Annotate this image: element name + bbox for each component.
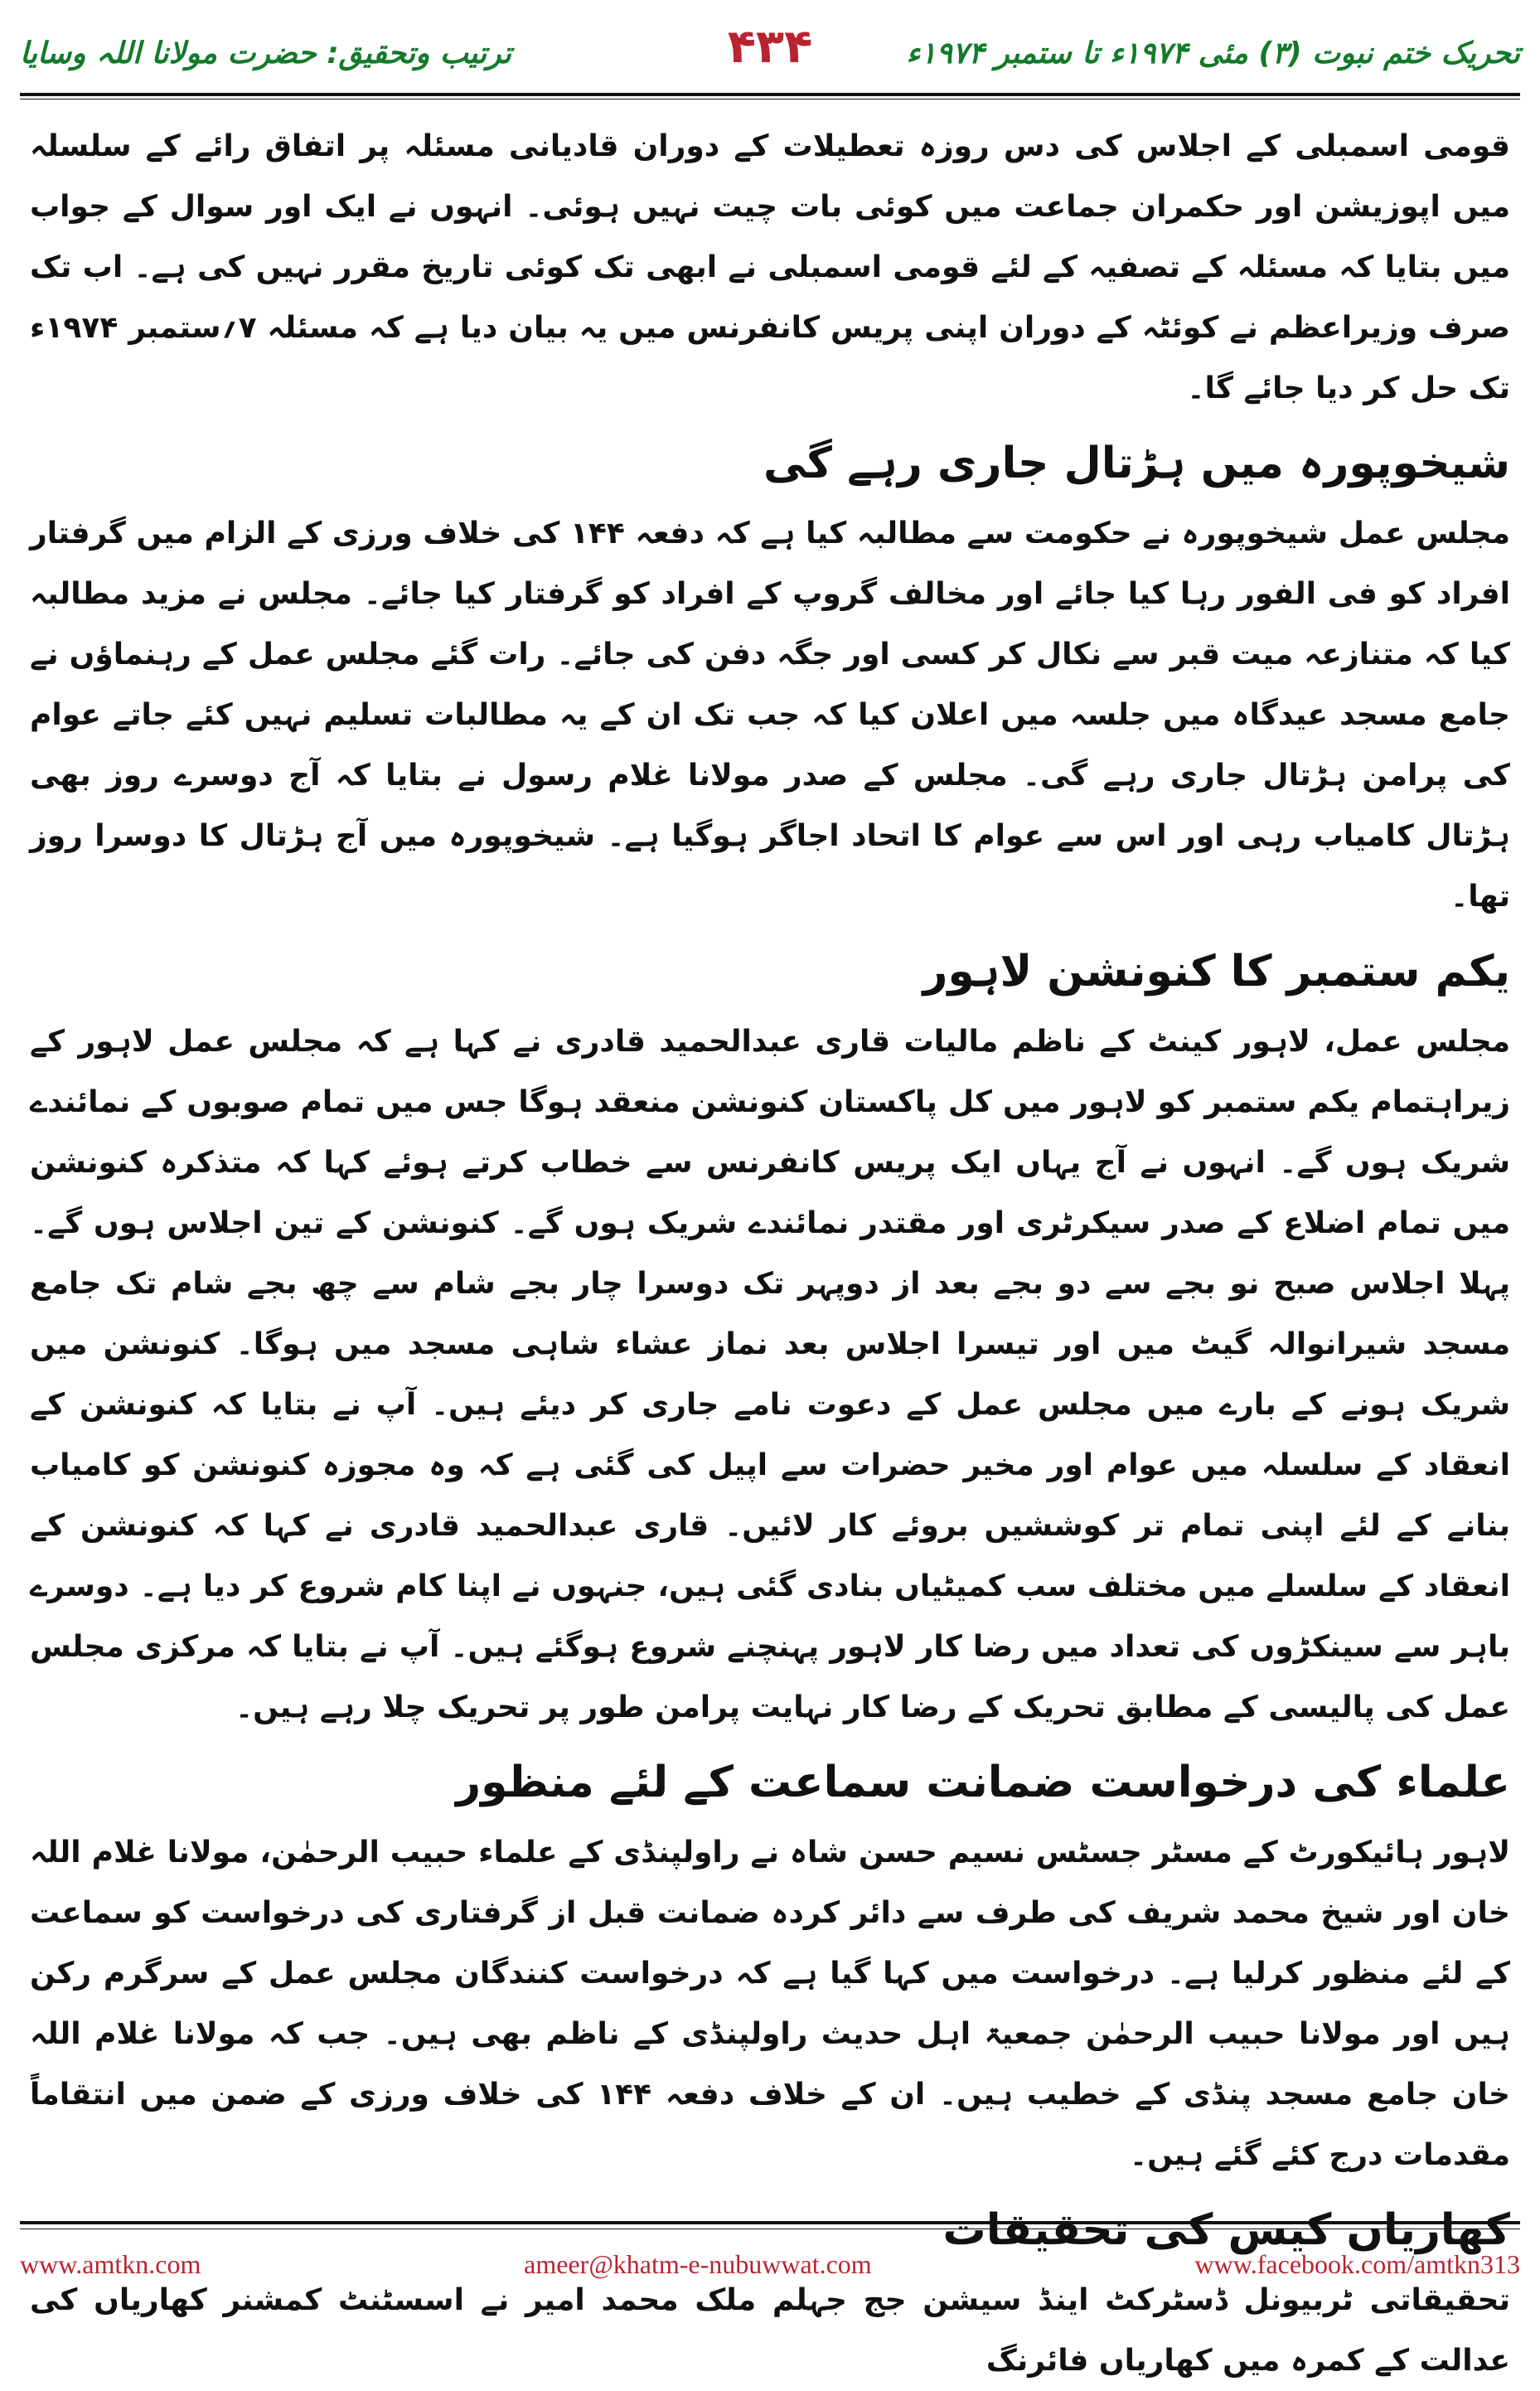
paragraph-bail-petition: لاہور ہائیکورٹ کے مسٹر جسٹس نسیم حسن شاہ نے راولپنڈی کے علماء حبیب الرحمٰن، مولانا غلام اللہ خان اور شیخ محمد شریف کی طرف سے دائر کردہ ضمانت قبل از گرفتاری کی درخواست کو سماعت کے لئے منظور کرلیا ہے۔ درخواست میں کہا گیا ہے کہ درخواست کنندگان مجلس عمل کے سرگرم رکن ہیں اور مولانا حبیب الرحمٰن جمعیۃ اہل حدیث راولپنڈی کے ناظم بھی ہیں۔ جب کہ مولانا غلام اللہ خان جامع مسجد پنڈی کے خطیب ہیں۔ ان کے خلاف دفعہ ۱۴۴ کی خلاف ورزی کے ضمن میں انتقاماً مقدمات درج کئے گئے ہیں۔	[30, 1836, 1510, 2172]
footer-email-link[interactable]: ameer@khatm-e-nubuwwat.com	[524, 2248, 872, 2279]
header-book-title: تحریک ختم نبوت (۳) مئی ۱۹۷۴ء تا ستمبر ۱۹۷۴ء	[906, 36, 1520, 70]
paragraph-lahore-convention: مجلس عمل، لاہور کینٹ کے ناظم مالیات قاری عبدالحمید قادری نے کہا ہے کہ مجلس عمل لاہور کے زیراہتمام یکم ستمبر کو لاہور میں کل پاکستان کنونشن منعقد ہوگا جس میں تمام صوبوں کے نمائندے شریک ہوں گے۔ انہوں نے آج یہاں ایک پریس کانفرنس سے خطاب کرتے ہوئے کہا کہ متذکرہ کنونشن میں تمام اضلاع کے صدر سیکرٹری اور مقتدر نمائندے شریک ہوں گے۔ کنونشن کے تین اجلاس ہوں گے۔ پہلا اجلاس صبح نو بجے سے دو بجے بعد از دوپہر تک دوسرا چار بجے شام سے چھ بجے شام تک جامع مسجد شیرانوالہ گیٹ میں اور تیسرا اجلاس بعد نماز عشاء شاہی مسجد میں ہوگا۔ کنونشن میں شریک ہونے کے بارے میں مجلس عمل کے دعوت نامے جاری کر دیئے ہیں۔ آپ نے بتایا کہ کنونشن کے انعقاد کے سلسلہ میں عوام اور مخیر حضرات سے اپیل کی گئی ہے کہ وہ مجوزہ کنونشن کو کامیاب بنانے کے لئے اپنی تمام تر کوششیں بروئے کار لائیں۔ قاری عبدالحمید قادری نے کہا کہ کنونشن کے انعقاد کے سلسلے میں مختلف سب کمیٹیاں بنادی گئی ہیں، جنہوں نے اپنا کام شروع کر دیا ہے۔ دوسرے باہر سے سینکڑوں کی تعداد میں رضا کار لاہور پہنچنے شروع ہوگئے ہیں۔ آپ نے بتایا کہ مرکزی مجلس عمل کی پالیسی کے مطابق تحریک کے رضا کار نہایت پرامن طور پر تحریک چلا رہے ہیں۔	[30, 1025, 1510, 1724]
paragraph-sheikhupura-strike: مجلس عمل شیخوپورہ نے حکومت سے مطالبہ کیا ہے کہ دفعہ ۱۴۴ کی خلاف ورزی کے الزام میں گرفتار افراد کو فی الفور رہا کیا جائے اور مخالف گروپ کے افراد کو گرفتار کیا جائے۔ مجلس نے مزید مطالبہ کیا کہ متنازعہ میت قبر سے نکال کر کسی اور جگہ دفن کی جائے۔ رات گئے مجلس عمل کے رہنماؤں نے جامع مسجد عیدگاہ میں جلسہ میں اعلان کیا کہ جب تک ان کے یہ مطالبات تسلیم نہیں کئے جاتے عوام کی پرامن ہڑتال جاری رہے گی۔ مجلس کے صدر مولانا غلام رسول نے بتایا کہ آج دوسرے روز بھی ہڑتال کامیاب رہی اور اس سے عوام کا اتحاد اجاگر ہوگیا ہے۔ شیخوپورہ میں آج ہڑتال کا دوسرا روز تھا۔	[30, 517, 1511, 914]
paragraph-assembly: قومی اسمبلی کے اجلاس کی دس روزہ تعطیلات کے دوران قادیانی مسئلہ پر اتفاق رائے کے سلسلہ میں اپوزیشن اور حکمران جماعت میں کوئی بات چیت نہیں ہوئی۔ انہوں نے ایک اور سوال کے جواب میں بتایا کہ مسئلہ کے تصفیہ کے لئے قومی اسمبلی نے ابھی تک کوئی تاریخ مقرر نہیں کی ہے۔ اب تک صرف وزیراعظم نے کوئٹہ کے دوران اپنی پریس کانفرنس میں یہ بیان دیا ہے کہ مسئلہ ۷؍ستمبر ۱۹۷۴ء تک حل کر دیا جائے گا۔	[30, 129, 1510, 405]
page-header	[20, 15, 1520, 91]
heading-sheikhupura-strike: شیخوپورہ میں ہڑتال جاری رہے گی	[763, 439, 1510, 488]
footer-rule	[20, 2221, 1520, 2224]
heading-kharian-inquiry: کھاریاں کیس کی تحقیقات	[942, 2205, 1510, 2255]
page-number: ۴۳۴	[727, 20, 813, 74]
heading-lahore-convention: یکم ستمبر کا کنونشن لاہور	[923, 947, 1510, 997]
footer-facebook-link[interactable]: www.facebook.com/amtkn313	[1194, 2248, 1520, 2279]
header-rule	[20, 93, 1520, 96]
heading-bail-petition: علماء کی درخواست ضمانت سماعت کے لئے منظور	[456, 1758, 1510, 1807]
footer-website-link[interactable]: www.amtkn.com	[20, 2248, 201, 2279]
header-compiler: ترتیب وتحقیق: حضرت مولانا اللہ وسایا	[20, 36, 512, 70]
paragraph-kharian-inquiry: تحقیقاتی ٹربیونل ڈسٹرکٹ اینڈ سیشن جج جہلم ملک محمد امیر نے اسسٹنٹ کمشنر کھاریاں کی عدالت کے کمرہ میں کھاریاں فائرنگ	[30, 2283, 1510, 2378]
page-footer	[20, 2239, 1520, 2289]
